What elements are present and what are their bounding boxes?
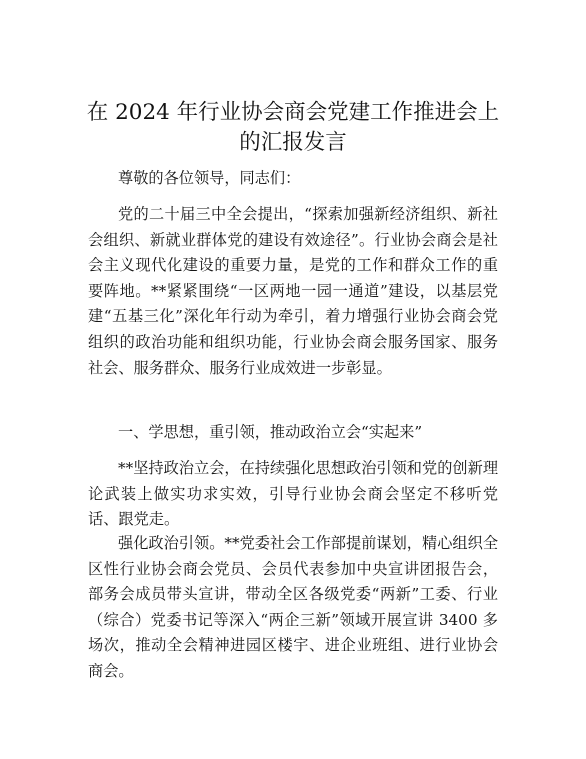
paragraph-political-foundation: **坚持政治立会，在持续强化思想政治引领和党的创新理论武装上做实功求实效，引导行业协会商会坚定不移听党话、跟党走。 <box>88 459 498 529</box>
section-heading-1: 一、学思想，重引领，推动政治立会“实起来” <box>118 423 423 441</box>
paragraph-intro: 党的二十届三中全会提出，“探索加强新经济组织、新社会组织、新就业群体党的建设有效途径”。行业协会商会是社会主义现代化建设的重要力量，是党的工作和群众工作的重要阵地。**紧紧围绕“一区两地一园一通道”建设，以基层党建“五基三化”深化年行动为牵引，着力增强行业协会商会党组织的政治功能和组织功能，行业协会商会服务国家、服务社会、服务群众、服务行业成效进一步彰显。 <box>88 205 498 377</box>
paragraph-political-guidance: 强化政治引领。**党委社会工作部提前谋划，精心组织全区性行业协会商会党员、会员代表参加中央宣讲团报告会，部务会成员带头宣讲，带动全区各级党委“两新”工委、行业（综合）党委书记等深入“两企三新”领域开展宣讲 3400 多场次，推动全会精神进园区楼宇、进企业班组、进行业协会商会。 <box>88 534 498 680</box>
document-title: 在 2024 年行业协会商会党建工作推进会上的汇报发言 <box>86 100 500 155</box>
salutation: 尊敬的各位领导，同志们： <box>118 169 301 187</box>
